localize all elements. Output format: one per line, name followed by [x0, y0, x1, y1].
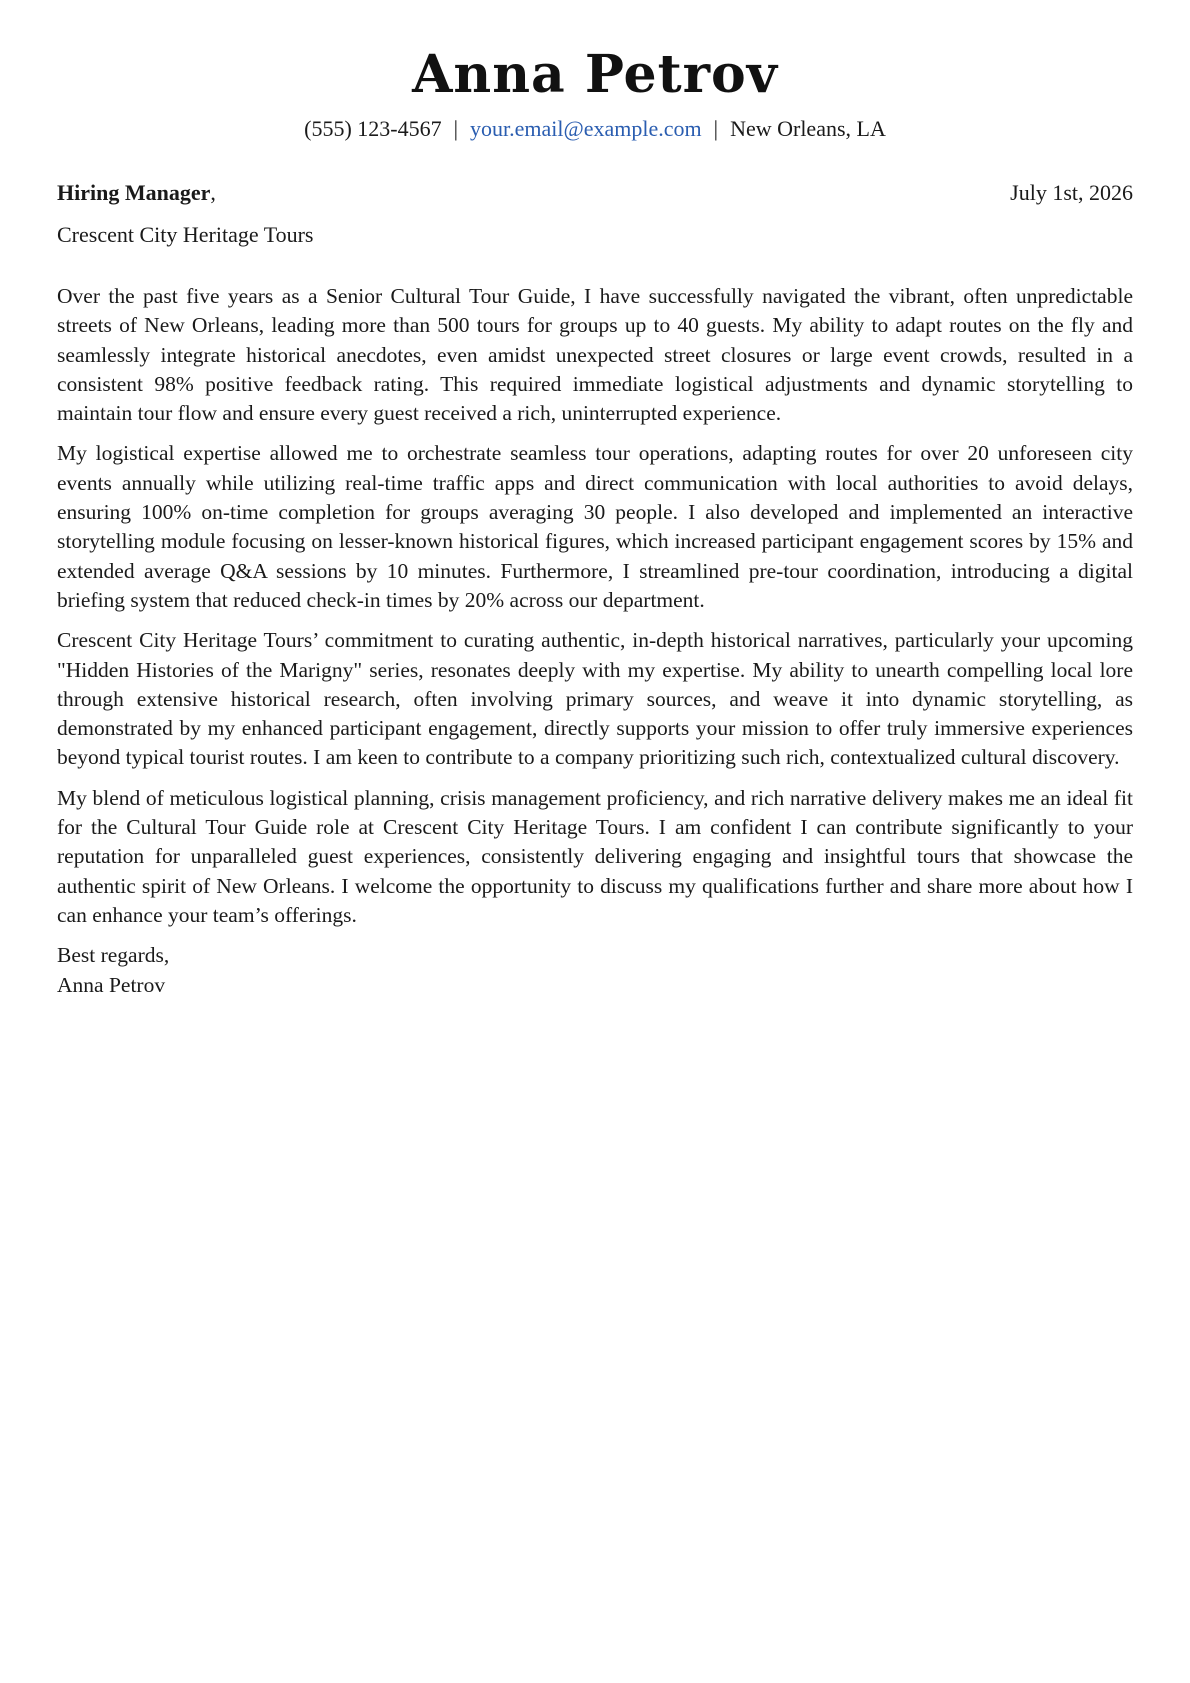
signature: Anna Petrov [57, 972, 166, 997]
body-paragraph: Crescent City Heritage Tours’ commitment to curating authentic, in-depth historical narratives, particularly your upcoming "Hidden Histories of the Marigny" series, resonates deeply with my expertise. My ability to unearth compelling local lore through extensive historical research, often involving primary sources, and weave it into dynamic storytelling, as demonstrated by my enhanced participant engagement, directly supports your mission to offer truly immersive experiences beyond typical tourist routes. I am keen to contribute to a company prioritizing such rich, contextualized cultural discovery. [57, 628, 1133, 770]
recipient-line [57, 178, 1133, 208]
closing-block [57, 941, 1133, 1000]
body-paragraph: My logistical expertise allowed me to orchestrate seamless tour operations, adapting routes for over 20 unforeseen city events annually while utilizing real-time traffic apps and direct communication with local authorities to avoid delays, ensuring 100% on-time completion for groups averaging 30 people. I also developed and implemented an interactive storytelling module focusing on lesser-known historical figures, which increased participant engagement scores by 15% and extended average Q&A sessions by 10 minutes. Furthermore, I streamlined pre-tour coordination, introducing a digital briefing system that reduced check-in times by 20% across our department. [57, 441, 1133, 612]
body-paragraph: Over the past five years as a Senior Cultural Tour Guide, I have successfully navigated the vibrant, often unpredictable streets of New Orleans, leading more than 500 tours for groups up to 40 guests. My ability to adapt routes on the fly and seamlessly integrate historical anecdotes, even amidst unexpected street closures or large event crowds, resulted in a consistent 98% positive feedback rating. This required immediate logistical adjustments and dynamic storytelling to maintain tour flow and ensure every guest received a rich, uninterrupted experience. [57, 284, 1133, 426]
contact-line [57, 114, 1133, 144]
contact-separator: | [713, 116, 719, 141]
phone-number: (555) 123-4567 [304, 116, 442, 141]
email-link[interactable]: your.email@example.com [470, 116, 702, 141]
letter-body [57, 282, 1133, 1000]
recipient-company: Crescent City Heritage Tours [57, 222, 314, 247]
recipient-name: Hiring Manager [57, 180, 211, 205]
applicant-name: Anna Petrov [412, 44, 778, 105]
recipient-comma: , [210, 180, 216, 205]
body-paragraph: My blend of meticulous logistical planning, crisis management proficiency, and rich narrative delivery makes me an ideal fit for the Cultural Tour Guide role at Crescent City Heritage Tours. I am confident I can contribute significantly to your reputation for unparalleled guest experiences, consistently delivering engaging and insightful tours that showcase the authentic spirit of New Orleans. I welcome the opportunity to discuss my qualifications further and share more about how I can enhance your team’s offerings. [57, 785, 1133, 927]
contact-separator: | [453, 116, 459, 141]
valediction: Best regards, [57, 943, 170, 968]
location: New Orleans, LA [730, 116, 886, 141]
letter-date: July 1st, 2026 [1010, 180, 1133, 205]
